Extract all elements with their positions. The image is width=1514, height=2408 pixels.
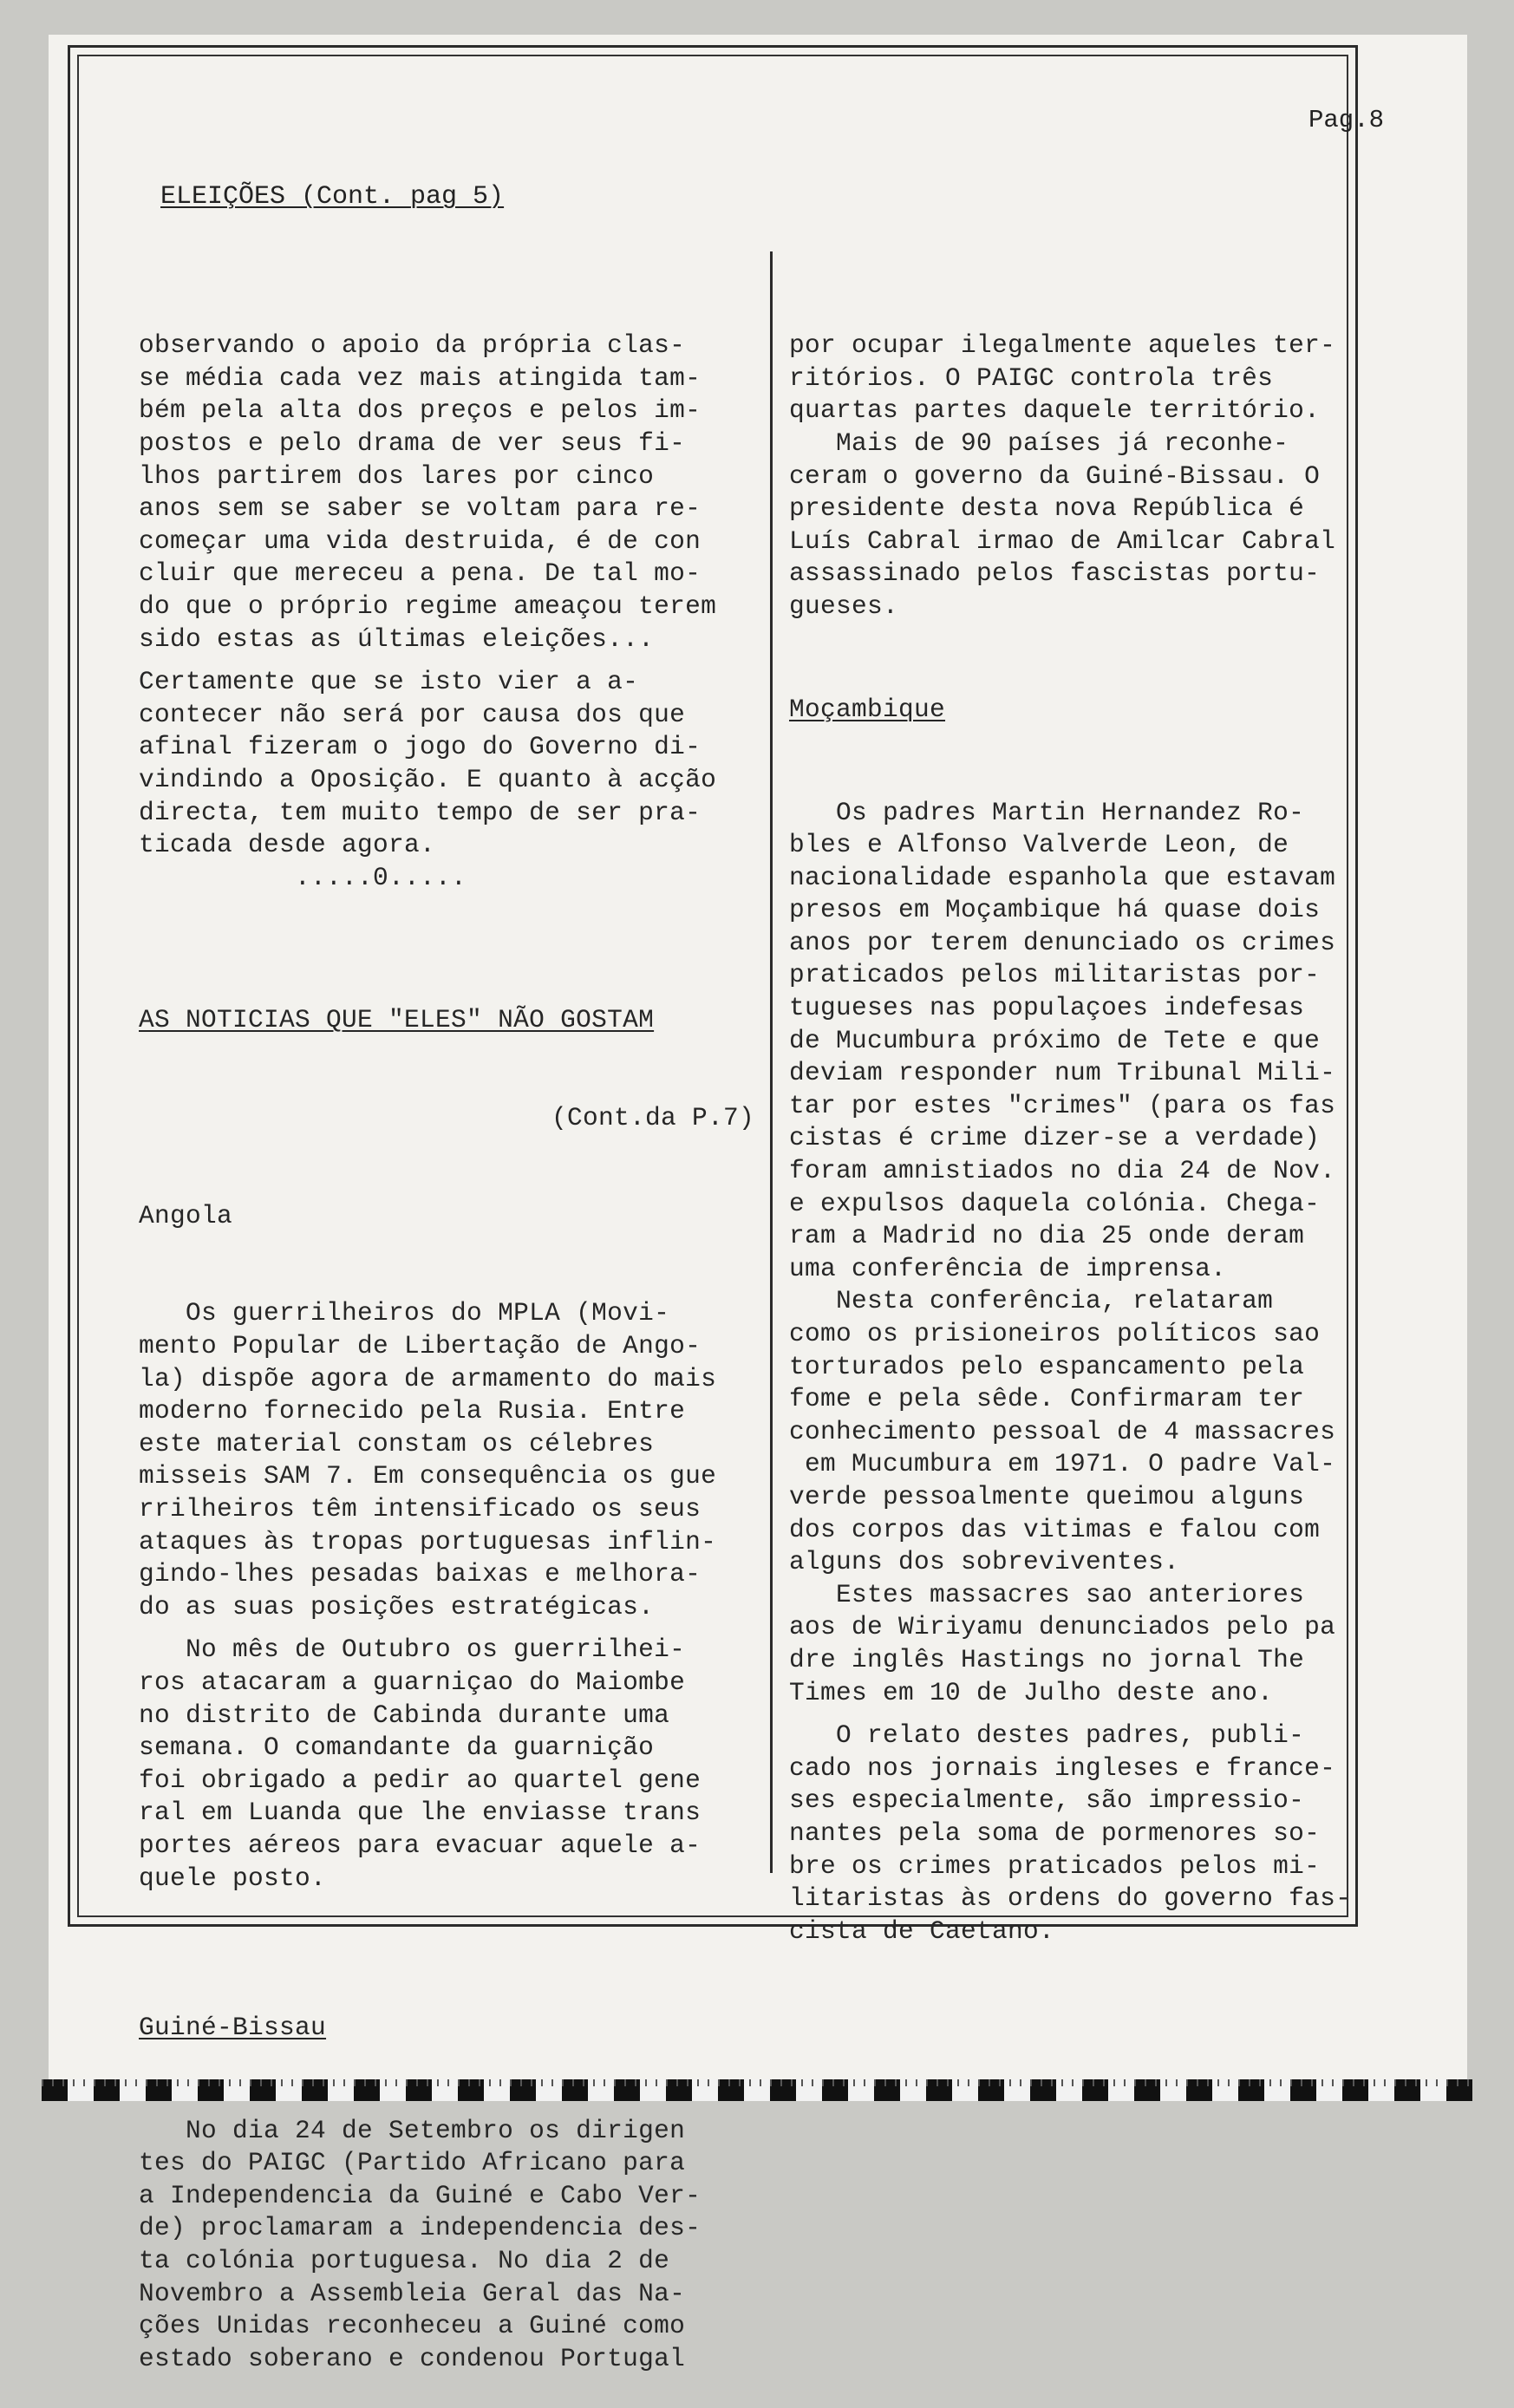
text-line: Os guerrilheiros do MPLA (Movi- [139, 1298, 670, 1328]
section-cont: (Cont.da P.7) [551, 1102, 754, 1132]
text-line: observando o apoio da própria clas- [139, 330, 686, 361]
text-line: no distrito de Cabinda durante uma [139, 1700, 670, 1730]
text-line: e expulsos daquela colónia. Chega- [789, 1188, 1321, 1218]
column-divider [770, 251, 773, 1873]
text-line: tar por estes "crimes" (para os fas [789, 1090, 1336, 1120]
text-line: misseis SAM 7. Em consequência os gue [139, 1461, 717, 1491]
text-line: alguns dos sobreviventes. [789, 1547, 1180, 1577]
text-line: por ocupar ilegalmente aqueles ter- [789, 330, 1336, 361]
text-line: No mês de Outubro os guerrilhei- [139, 1635, 686, 1665]
text-line: torturados pelo espancamento pela [789, 1351, 1305, 1381]
text-line: em Mucumbura em 1971. O padre Val- [789, 1449, 1336, 1479]
text-line: ral em Luanda que lhe enviasse trans [139, 1798, 702, 1828]
text-line: se média cada vez mais atingida tam- [139, 362, 702, 393]
text-line: gindo-lhes pesadas baixas e melhora- [139, 1559, 702, 1589]
text-line: presidente desta nova República é [789, 493, 1305, 524]
text-line: ataques às tropas portuguesas inflin- [139, 1526, 717, 1556]
text-line: O relato destes padres, publi- [789, 1720, 1305, 1751]
text-line: ticada desde agora. [139, 830, 436, 860]
text-line: nantes pela soma de pormenores so- [789, 1817, 1321, 1848]
text-line: como os prisioneiros políticos sao [789, 1319, 1321, 1348]
text-line: bles e Alfonso Valverde Leon, de [789, 830, 1289, 860]
text-line: quartas partes daquele território. [789, 395, 1321, 426]
text-line: do que o próprio regime ameaçou terem [139, 591, 717, 621]
text-line: litaristas às ordens do governo fas- [789, 1883, 1352, 1914]
text-line: Estes massacres sao anteriores [789, 1579, 1305, 1609]
text-line: uma conferência de imprensa. [789, 1253, 1227, 1283]
text-line: de) proclamaram a independencia des- [139, 2213, 702, 2243]
left-header: ELEIÇÕES (Cont. pag 5) [160, 182, 505, 212]
text-line: ritórios. O PAIGC controla três [789, 362, 1274, 393]
text-line: la) dispõe agora de armamento do mais [139, 1363, 717, 1393]
text-line: mento Popular de Libertação de Ango- [139, 1331, 702, 1361]
scan-ruler-ticks [42, 2079, 1472, 2086]
mocambique-text [789, 797, 1413, 1948]
text-line: ses especialmente, são impressio- [789, 1785, 1305, 1816]
text-line: .....0..... [139, 862, 467, 892]
text-line: No dia 24 de Setembro os dirigen [139, 2115, 686, 2145]
text-line: Certamente que se isto vier a a- [139, 667, 639, 697]
text-line: ta colónia portuguesa. No dia 2 de [139, 2246, 670, 2276]
subhead-guine: Guiné-Bissau [139, 2012, 327, 2042]
text-line: foram amnistiados no dia 24 de Nov. [789, 1156, 1336, 1186]
text-line: do as suas posições estratégicas. [139, 1591, 655, 1622]
text-line: portes aéreos para evacuar aquele a- [139, 1830, 702, 1860]
text-line: Os padres Martin Hernandez Ro- [789, 797, 1305, 827]
text-line: moderno fornecido pela Rusia. Entre [139, 1396, 686, 1426]
text-line: tes do PAIGC (Partido Africano para [139, 2148, 686, 2178]
text-line: semana. O comandante da guarnição [139, 1733, 655, 1763]
text-line: dos corpos das vitimas e falou com [789, 1514, 1321, 1544]
text-line: presos em Moçambique há quase dois [789, 895, 1321, 925]
text-line: deviam responder num Tribunal Mili- [789, 1058, 1336, 1088]
right-main-text [789, 330, 1413, 623]
left-main-text [139, 330, 763, 894]
text-line: postos e pelo drama de ver seus fi- [139, 427, 686, 458]
subhead-angola: Angola [139, 1200, 233, 1230]
text-line: afinal fizeram o jogo do Governo di- [139, 732, 702, 762]
text-line: estado soberano e condenou Portugal [139, 2343, 686, 2373]
text-line: ram a Madrid no dia 25 onde deram [789, 1221, 1305, 1251]
text-line: tugueses nas populaçoes indefesas [789, 993, 1305, 1023]
text-line: vindindo a Oposição. E quanto à acção [139, 764, 717, 794]
text-line: bre os crimes praticados pelos mi- [789, 1850, 1321, 1881]
text-line: nacionalidade espanhola que estavam [789, 862, 1336, 892]
text-line: aos de Wiriyamu denunciados pelo pa [789, 1612, 1336, 1642]
text-line: conhecimento pessoal de 4 massacres [789, 1416, 1336, 1446]
text-line: bém pela alta dos preços e pelos im- [139, 395, 702, 426]
text-line: Novembro a Assembleia Geral das Na- [139, 2278, 686, 2308]
text-line: anos sem se saber se voltam para re- [139, 493, 702, 524]
text-line: Nesta conferência, relataram [789, 1286, 1274, 1316]
text-line: gueses. [789, 591, 899, 621]
text-line: assassinado pelos fascistas portu- [789, 558, 1321, 589]
text-line: rrilheiros têm intensificado os seus [139, 1493, 702, 1524]
page-number: Pag.8 [1308, 106, 1384, 134]
text-line: este material constam os célebres [139, 1428, 655, 1459]
text-line: verde pessoalmente queimou alguns [789, 1481, 1305, 1511]
text-line [139, 656, 763, 666]
text-line: Mais de 90 países já reconhe- [789, 427, 1289, 458]
text-line: dre inglês Hastings no jornal The [789, 1644, 1305, 1674]
guine-text [139, 2115, 763, 2376]
text-line: cistas é crime dizer-se a verdade) [789, 1123, 1321, 1153]
text-line: ções Unidas reconheceu a Guiné como [139, 2311, 686, 2341]
text-line: cluir que mereceu a pena. De tal mo- [139, 558, 702, 589]
text-line: directa, tem muito tempo de ser pra- [139, 797, 702, 827]
text-line: ros atacaram a guarniçao do Maiombe [139, 1667, 686, 1697]
section-title-noticias: AS NOTICIAS QUE "ELES" NÃO GOSTAM [139, 1005, 655, 1035]
angola-text [139, 1297, 763, 1895]
text-line: de Mucumbura próximo de Tete e que [789, 1025, 1321, 1055]
text-line: a Independencia da Guiné e Cabo Ver- [139, 2180, 702, 2210]
text-line: Times em 10 de Julho deste ano. [789, 1677, 1274, 1707]
text-line: lhos partirem dos lares por cinco [139, 460, 655, 491]
text-line: foi obrigado a pedir ao quartel gene [139, 1765, 702, 1795]
right-column [789, 264, 1413, 1981]
text-line: fome e pela sêde. Confirmaram ter [789, 1384, 1305, 1414]
text-line: Luís Cabral irmao de Amilcar Cabral [789, 525, 1336, 556]
text-line: começar uma vida destruida, é de con [139, 525, 702, 556]
text-line: cista de Caetano. [789, 1915, 1055, 1946]
text-line: cado nos jornais ingleses e france- [789, 1752, 1336, 1783]
subhead-mocambique: Moçambique [789, 694, 946, 724]
text-line: quele posto. [139, 1863, 327, 1893]
text-line [139, 1623, 763, 1634]
text-line [789, 1709, 1413, 1720]
text-line: sido estas as últimas eleições... [139, 623, 655, 654]
text-line: contecer não será por causa dos que [139, 699, 686, 729]
text-line: praticados pelos militaristas por- [789, 960, 1321, 990]
text-line: ceram o governo da Guiné-Bissau. O [789, 460, 1321, 491]
text-line: anos por terem denunciado os crimes [789, 927, 1336, 957]
